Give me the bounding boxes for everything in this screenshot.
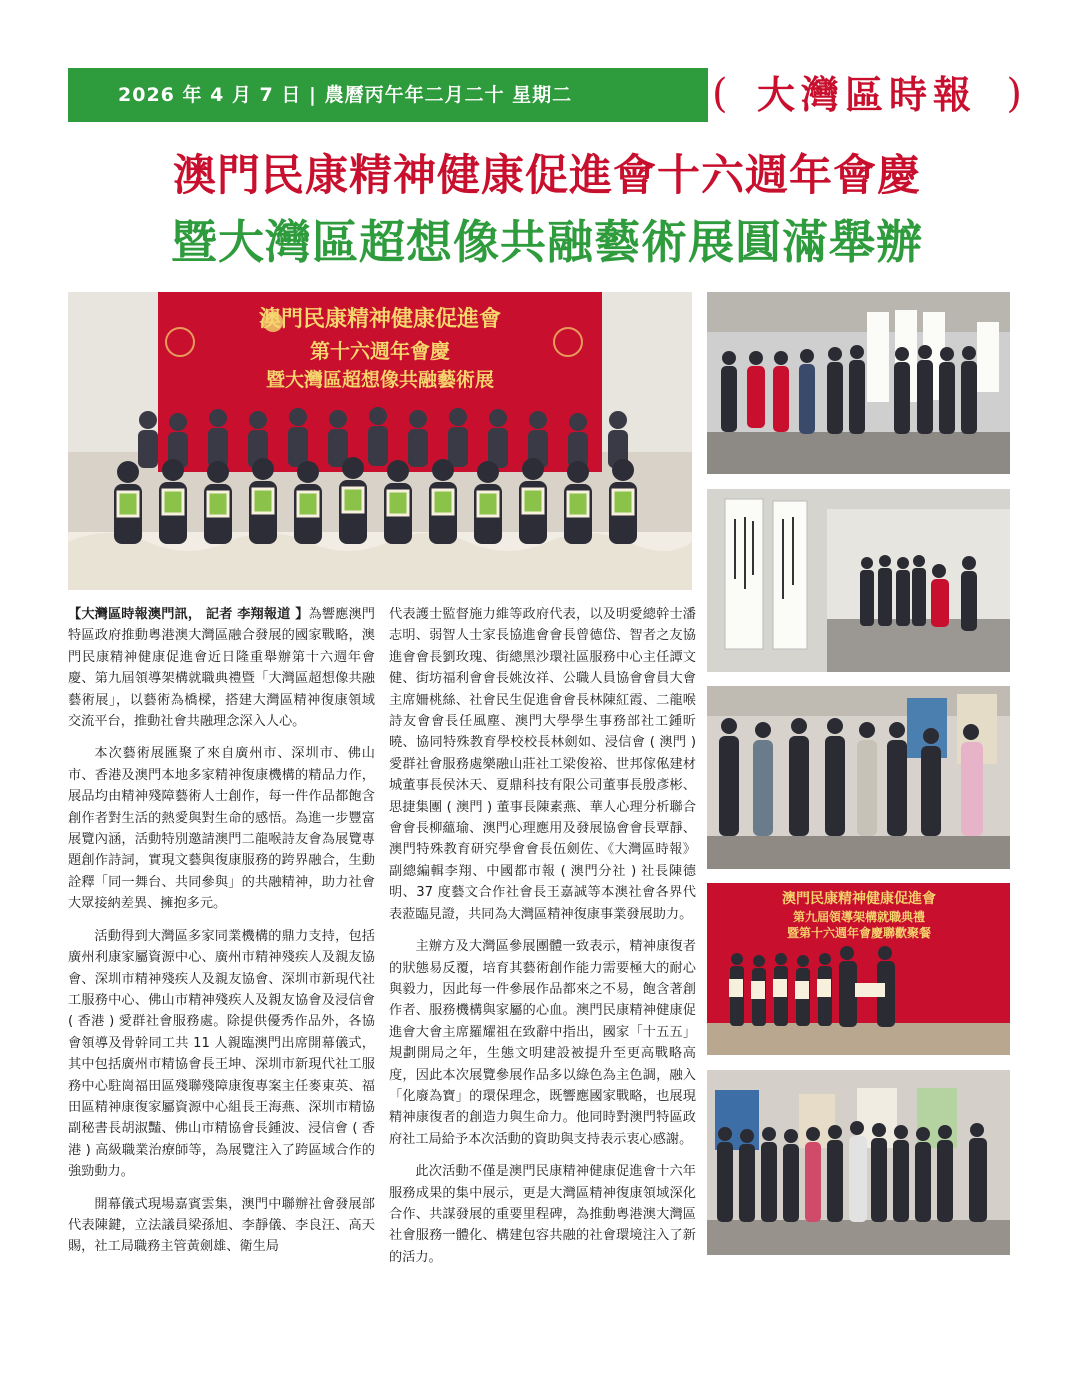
side-photo-calligraphy [707, 489, 1010, 672]
side-photo-certificate [707, 883, 1010, 1055]
side-photo-guests [707, 686, 1010, 869]
side-photo-gallery-group [707, 292, 1010, 474]
logo-paren-right: ) [1006, 71, 1022, 117]
main-group-photo [68, 292, 692, 590]
masthead-bar [68, 68, 1026, 122]
main-banner-line-3: 暨大灣區超想像共融藝術展 [265, 369, 495, 391]
article-paragraph-text: 為響應澳門特區政府推動粵港澳大灣區融合發展的國家戰略，澳門民康精神健康促進會近日隆重舉辦第十六週年會慶、第九屆領導架構就職典禮暨「大灣區超想像共融藝術展」，以藝術為橋樑，搭建大灣區精神復康領域交流平台，推動社會共融理念深入人心。 [68, 607, 375, 730]
article-paragraph: 代表護士監督施力維等政府代表，以及明愛總幹士潘志明、弱智人士家長協進會會長曾德岱、智者之友協進會會長劉玫瑰、街總黑沙環社區服務中心主任譚文健、街坊福利會會長姚汝祥、公職人員協會會員大會主席姍桃絲、社會民生促進會會長林陳紅霞、二龍喉詩友會會長任風塵、澳門大學學生事務部社工鍾昕曉、協同特殊教育學校校長林劍如、浸信會 ( 澳門 ) 愛群社會服務處樂融山莊社工梁俊裕、世邦傢俬建材城董事長侯沐天、夏鼎科技有限公司董事長殷彥彬、思捷集團 ( 澳門 ) 董事長陳素燕、華人心理分析聯合會會長柳蘊瑜、澳門心理應用及發展協會會長覃靜、澳門特殊教育研究學會會長伍劍佐、《大灣區時報》副總編輯李翔、中國都市報 ( 澳門分社 ) 社長陳德明、37 度藝文合作社會長王嘉誠等本澳社會各界代表蒞臨見證，共同為大灣區精神復康事業發展助力。 [389, 607, 696, 922]
issue-date: 2026 年 4 月 7 日 | 農曆丙午年二月二十 星期二 [118, 84, 573, 106]
side4-banner-line-3: 暨第十六週年會慶聯歡聚餐 [786, 926, 932, 940]
side4-banner-line-2: 第九屆領導架構就職典禮 [792, 910, 926, 924]
article-paragraph [68, 604, 375, 732]
article-paragraph: 開幕儀式現場嘉賓雲集，澳門中聯辦社會發展部代表陳鍵，立法議員梁孫旭、李靜儀、李良汪、高天賜，社工局職務主管黃劍雄、衛生局 [68, 1196, 375, 1255]
logo-paren-left: ( [712, 71, 728, 117]
side4-banner-line-1: 澳門民康精神健康促進會 [782, 891, 936, 907]
article-column-2 [389, 604, 696, 1279]
headline-line-2: 暨大灣區超想像共融藝術展圓滿舉辦 [171, 215, 923, 269]
newspaper-logo [702, 68, 1026, 122]
article-paragraph: 此次活動不僅是澳門民康精神健康促進會十六年服務成果的集中展示，更是大灣區精神復康領域深化合作、共謀發展的重要里程碑，為推動粵港澳大灣區社會服務一體化、構建包容共融的社會環境注入了新的活力。 [389, 1164, 696, 1265]
main-banner-line-2: 第十六週年會慶 [310, 339, 450, 363]
newspaper-name: 大灣區時報 [756, 72, 977, 117]
article-paragraph: 活動得到大灣區多家同業機構的鼎力支持，包括廣州利康家屬資源中心、廣州市精神殘疾人及親友協會、深圳市精神殘疾人及親友協會、深圳市新現代社工服務中心、佛山市精神殘疾人及親友協會及浸信會 ( 香港 ) 愛群社會服務處。除提供優秀作品外，各協會領導及骨幹同工共 11 人親臨澳門出席開幕儀式，其中包括廣州市精協會長王坤、深圳市新現代社工服務中心駐崗福田區殘聯殘障康復專案主任麥東英、福田區精神康復家屬資源中心組長王海燕、深圳市精協副秘書長胡淑豔、佛山市精協會長鍾波、浸信會 ( 香港 ) 高級職業治療師等，為展覽注入了跨區域合作的強勁動力。 [68, 928, 375, 1180]
side-photo-thumbs-up [707, 1070, 1010, 1255]
article-byline: 【大灣區時報澳門訊， 記者 李翔報道 】 [68, 607, 309, 622]
main-banner-line-1: 澳門民康精神健康促進會 [258, 306, 502, 332]
article-paragraph: 本次藝術展匯聚了來自廣州市、深圳市、佛山市、香港及澳門本地多家精神復康機構的精品力作，展品均由精神殘障藝術人士創作，每一件作品都飽含創作者對生活的熱愛與對生命的感悟。為進一步豐富展覽內涵，活動特別邀請澳門二龍喉詩友會為展覽專題創作詩詞，實現文藝與復康服務的跨界融合，生動詮釋「同一舞台、共同參與」的共融精神，助力社會大眾接納差異、擁抱多元。 [68, 746, 375, 912]
article-column-1 [68, 604, 375, 1269]
article-paragraph: 主辦方及大灣區參展團體一致表示，精神康復者的狀態易反覆，培育其藝術創作能力需要極大的耐心與毅力，因此每一件參展作品都來之不易，飽含著創作者、服務機構與家屬的心血。澳門民康精神健康促進會大會主席羅耀祖在致辭中指出，國家「十五五」規劃開局之年，生態文明建設被提升至更高戰略高度，因此本次展覽參展作品多以綠色為主色調，融入「化廢為寶」的環保理念，既響應國家戰略，也展現精神康復者的創造力與生命力。他同時對澳門特區政府社工局給予本次活動的資助與支持表示衷心感謝。 [389, 939, 696, 1147]
headline-line-1: 澳門民康精神健康促進會十六週年會慶 [173, 151, 921, 201]
